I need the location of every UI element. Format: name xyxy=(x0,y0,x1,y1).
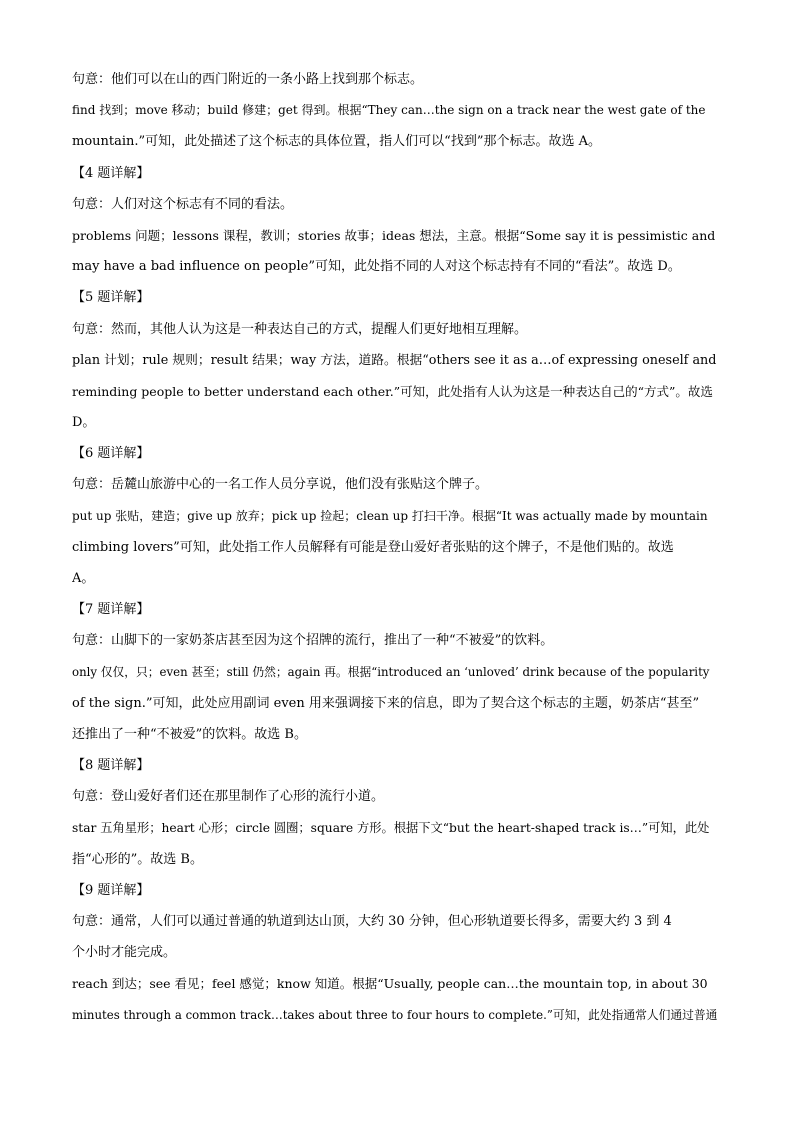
text-line: plan 计划；rule 规则；result 结果；way 方法，道路。根据“others see it as a…of expressing oneself and xyxy=(72,352,717,368)
text-line: star 五角星形；heart 心形；circle 圆圈；square 方形。根据下文“but the heart-shaped track is…”可知，此处 xyxy=(72,820,710,835)
text-line: only 仅仅，只；even 甚至；still 仍然；again 再。根据“introduced an ‘unloved’ drink because of the popularity xyxy=(72,664,710,679)
text-line: of the sign.”可知，此处应用副词 even 用来强调接下来的信息，即为了契合这个标志的主题，奶茶店“甚至” xyxy=(72,695,700,711)
text-line: 句意：登山爱好者们还在那里制作了心形的流行小道。 xyxy=(72,789,385,805)
text-line: 还推出了一种“不被爱”的饮料。故选 B。 xyxy=(72,726,307,742)
text-line: minutes through a common track…takes about three to four hours to complete.”可知，此处指通常人们通过普通 xyxy=(72,1007,718,1022)
text-line: may have a bad influence on people”可知，此处指不同的人对这个标志持有不同的“看法”。故选 D。 xyxy=(72,259,681,275)
question-heading: 【5 题详解】 xyxy=(72,290,150,306)
text-line: D。 xyxy=(72,415,96,431)
text-line: put up 张贴，建造；give up 放弃；pick up 捡起；clean up 打扫干净。根据“It was actually made by mountain xyxy=(72,508,708,523)
text-line: A。 xyxy=(72,571,95,586)
text-line: find 找到；move 移动；build 修建；get 得到。根据“They can…the sign on a track near the west gate of the xyxy=(72,103,706,118)
text-line: mountain.”可知，此处描述了这个标志的具体位置，指人们可以“找到”那个标志。故选 A。 xyxy=(72,134,601,150)
question-heading: 【6 题详解】 xyxy=(72,446,150,462)
question-heading: 【9 题详解】 xyxy=(72,882,150,898)
document-page xyxy=(72,64,718,1031)
question-heading: 【4 题详解】 xyxy=(72,165,150,181)
text-line: 句意：岳麓山旅游中心的一名工作人员分享说，他们没有张贴这个牌子。 xyxy=(72,477,489,493)
question-heading: 【8 题详解】 xyxy=(72,758,150,774)
text-line: 句意：人们对这个标志有不同的看法。 xyxy=(72,196,294,212)
text-line: climbing lovers”可知，此处指工作人员解释有可能是登山爱好者张贴的这个牌子，不是他们贴的。故选 xyxy=(72,539,674,555)
text-line: reminding people to better understand each other.”可知，此处指有人认为这是一种表达自己的“方式”。故选 xyxy=(72,383,713,399)
text-line: problems 问题；lessons 课程，教训；stories 故事；ideas 想法，主意。根据“Some say it is pessimistic and xyxy=(72,227,716,243)
text-line: 句意：他们可以在山的西门附近的一条小路上找到那个标志。 xyxy=(72,72,424,87)
text-line: reach 到达；see 看见；feel 感觉；know 知道。根据“Usually, people can…the mountain top, in about 30 xyxy=(72,976,708,992)
text-line: 个小时才能完成。 xyxy=(72,945,177,961)
text-line: 句意：山脚下的一家奶茶店甚至因为这个招牌的流行，推出了一种“不被爱”的饮料。 xyxy=(72,633,554,649)
question-heading: 【7 题详解】 xyxy=(72,602,150,618)
text-line: 指“心形的”。故选 B。 xyxy=(72,851,203,867)
text-line: 句意：通常，人们可以通过普通的轨道到达山顶，大约 30 分钟，但心形轨道要长得多，需要大约 3 到 4 xyxy=(72,914,672,930)
text-line: 句意：然而，其他人认为这是一种表达自己的方式，提醒人们更好地相互理解。 xyxy=(72,321,528,337)
